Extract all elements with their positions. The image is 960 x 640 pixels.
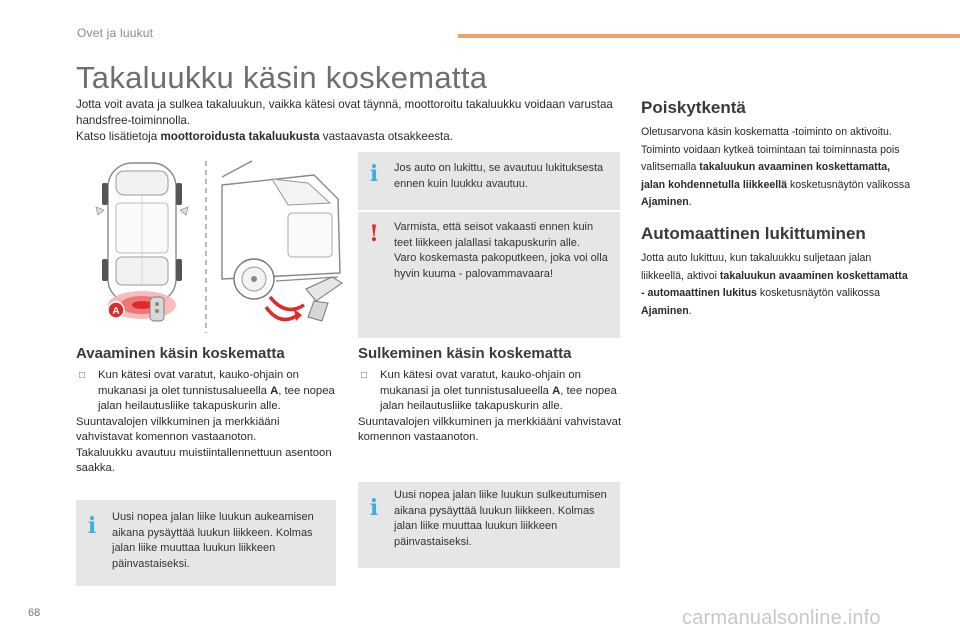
closing-para-1: Suuntavalojen vilkkuminen ja merkkiääni vahvistavat komennon vastaanoton.	[358, 415, 622, 443]
page-title: Takaluukku käsin koskematta	[76, 60, 488, 95]
section-header: Ovet ja luukut	[77, 26, 154, 40]
info-text-opening: Uusi nopea jalan liike luukun aukeamisen aikana pysäyttää luukun liikkeen. Kolmas jalan liike muuttaa luukun liikkeen päinvastaiseksi.	[112, 511, 314, 570]
deactivation-line-1: Oletusarvona käsin koskematta -toiminto on aktivoitu.	[641, 126, 892, 138]
zone-a-badge	[108, 302, 124, 318]
watermark: carmanualsonline.info	[682, 607, 881, 629]
warning-line-1: Varmista, että seisot vakaasti ennen kuin teet liikkeen jalallasi takapuskurin alle.	[394, 221, 594, 249]
heading-closing: Sulkeminen käsin koskematta	[358, 345, 572, 362]
heading-opening: Avaaminen käsin koskematta	[76, 345, 285, 362]
foot-icon	[306, 277, 342, 321]
warning-text	[394, 220, 612, 282]
opening-body	[76, 368, 338, 477]
info-icon: i	[369, 495, 379, 521]
car-rear-view	[222, 161, 340, 299]
header-rule	[458, 34, 960, 38]
opening-bullet: □ Kun kätesi ovat varatut, kauko-ohjain on mukanasi ja olet tunnistusalueella A, tee nopea jalan heilautusliike takapuskurin alle.	[79, 369, 335, 412]
checkbox-bullet-icon: □	[79, 370, 86, 381]
info-box-closing	[358, 482, 620, 568]
intro-text	[76, 97, 616, 145]
warning-box	[358, 210, 620, 338]
closing-body	[358, 368, 628, 446]
heading-deactivation: Poiskytkentä	[641, 98, 746, 117]
car-top-view	[96, 163, 188, 303]
autolock-line-1: Jotta auto lukittuu, kun takaluukku suljetaan jalan liikkeellä, aktivoi takaluukun avaaminen koskettamatta - automaattinen lukitus kosketusnäytön valikossa Ajaminen.	[641, 252, 908, 317]
deactivation-text	[641, 124, 911, 212]
opening-para-2: Takaluukku avautuu muistiintallennettuun asentoon saakka.	[76, 446, 332, 474]
page-number: 68	[28, 607, 41, 619]
intro-line-2: Katso lisätietoja moottoroidusta takaluukusta vastaavasta otsakkeesta.	[76, 130, 453, 143]
heading-autolock: Automaattinen lukittuminen	[641, 224, 866, 243]
info-icon: i	[369, 161, 379, 187]
closing-bullet: □ Kun kätesi ovat varatut, kauko-ohjain on mukanasi ja olet tunnistusalueella A, tee nopea jalan heilautusliike takapuskurin alle.	[361, 369, 617, 412]
key-fob-icon	[150, 297, 164, 321]
zone-a-label: A	[112, 306, 120, 317]
autolock-text	[641, 250, 911, 320]
warning-line-2: Varo koskemasta pakoputkeen, joka voi olla hyvin kuuma - palovammavaara!	[394, 252, 608, 280]
intro-link-text: moottoroidusta takaluukusta	[160, 130, 320, 143]
warning-icon: !	[369, 221, 379, 247]
info-icon: i	[87, 513, 97, 539]
deactivation-line-2: Toiminto voidaan kytkeä toimintaan tai toiminnasta pois valitsemalla takaluukun avaaminen koskettamatta, jalan kohdennetulla liikkeellä kosketusnäytön valikossa Ajaminen.	[641, 143, 911, 208]
handsfree-tailgate-illustration	[76, 155, 348, 335]
intro-line-1: Jotta voit avata ja sulkea takaluukun, vaikka kätesi ovat täynnä, moottoroitu takaluukku voidaan varustaa handsfree-toiminnolla.	[76, 98, 613, 127]
checkbox-bullet-icon: □	[361, 370, 368, 381]
info-box-locked	[358, 152, 620, 210]
opening-para-1: Suuntavalojen vilkkuminen ja merkkiääni vahvistavat komennon vastaanoton.	[76, 415, 280, 443]
info-box-opening	[76, 500, 336, 586]
kick-motion-arrows	[266, 297, 304, 321]
info-text-locked: Jos auto on lukittu, se avautuu lukituksesta ennen kuin luukku avautuu.	[394, 162, 604, 190]
info-text-closing: Uusi nopea jalan liike luukun sulkeutumisen aikana pysäyttää luukun liikkeen. Kolmas jalan liike muuttaa luukun liikkeen päinvastaiseksi.	[394, 489, 607, 548]
